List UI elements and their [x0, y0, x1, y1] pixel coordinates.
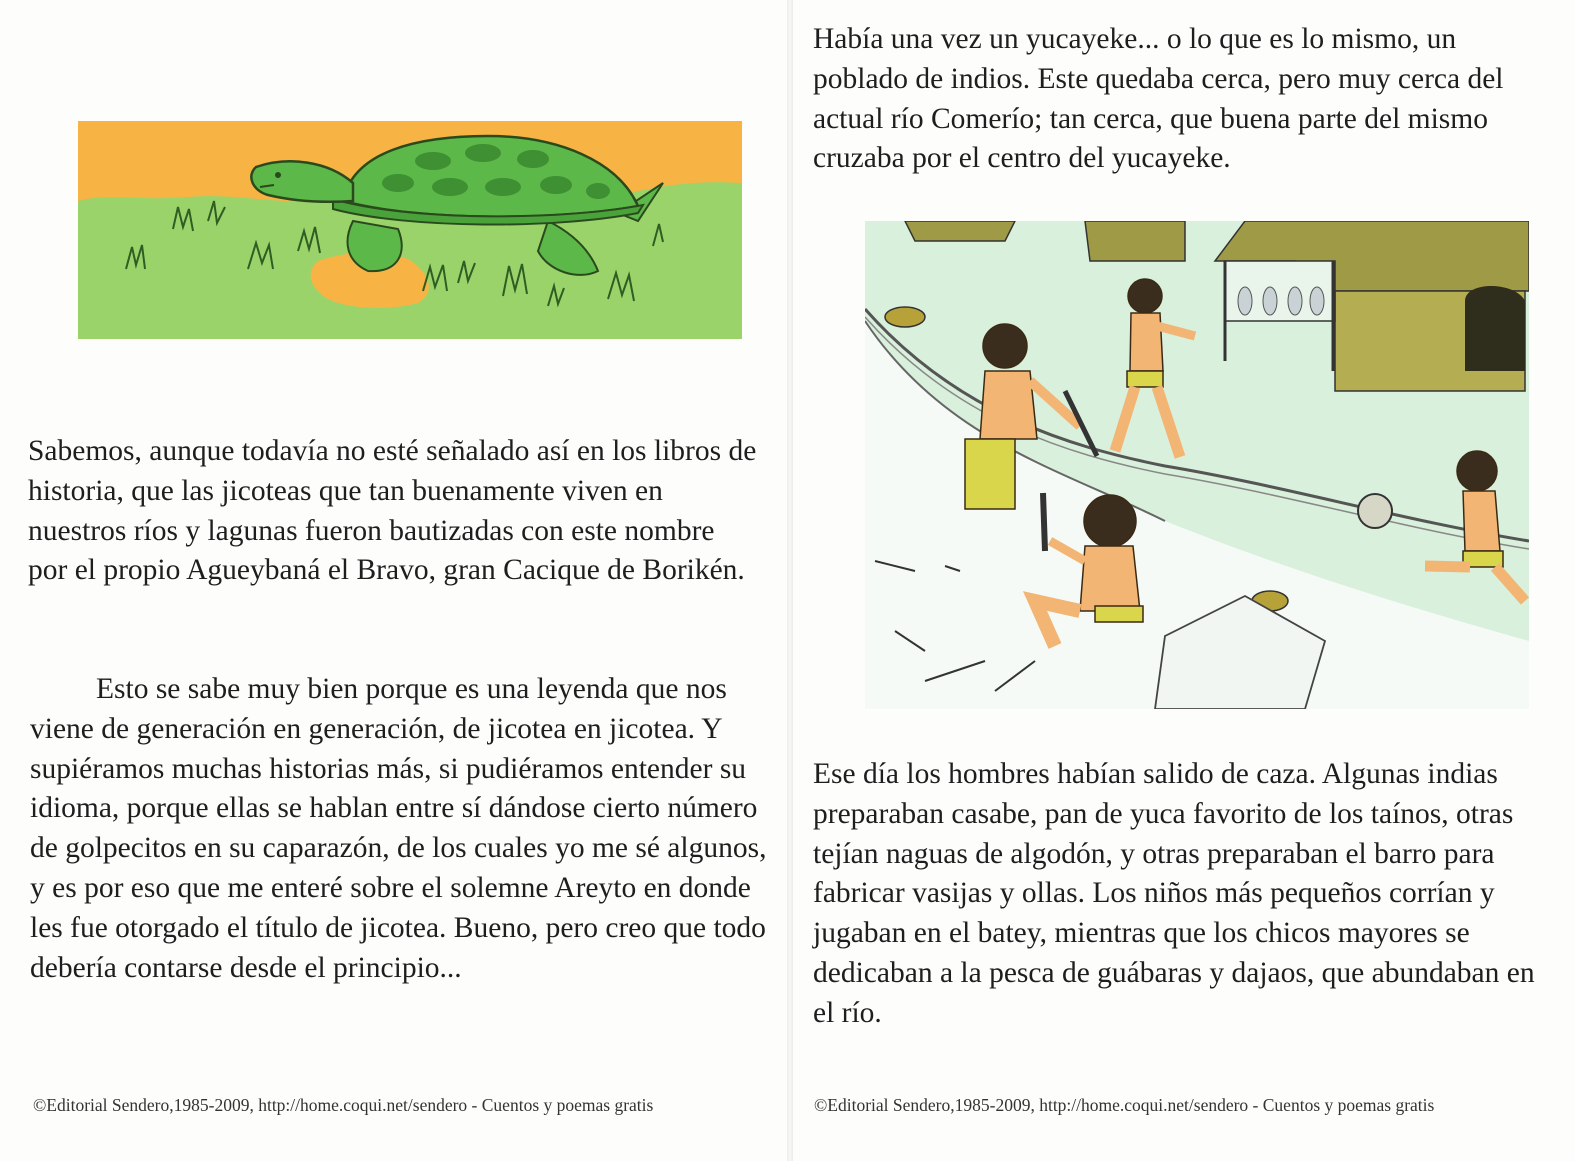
- village-illustration: [865, 221, 1529, 709]
- left-paragraph-1: Sabemos, aunque todavía no esté señalado así en los libros de historia, que las jicoteas que tan buenamente viven en nuestros ríos y lagunas fueron bautizadas con este nombre por el propio Agueybaná el Bravo, gran Cacique de Borikén.: [28, 435, 757, 587]
- turtle-illustration: [78, 121, 742, 339]
- right-paragraph-1: Había una vez un yucayeke... o lo que es lo mismo, un poblado de indios. Este quedaba cerca, pero muy cerca del actual río Comerío; tan cerca, que buena parte del mismo cruzaba por el centro del yucayeke.: [813, 23, 1504, 175]
- left-paragraph-2: Esto se sabe muy bien porque es una leyenda que nos viene de generación en generación, de jicotea en jicotea. Y supiéramos muchas historias más, si pudiéramos entender su idioma, porque ellas se hablan entre sí dándose cierto número de golpecitos en su caparazón, de los cuales yo me sé algunos, y es por eso que me enteré sobre el solemne Areyto en donde les fue otorgado el título de jicotea. Bueno, pero creo que todo debería contarse desde el principio...: [30, 673, 767, 984]
- right-paragraph-2: Ese día los hombres habían salido de caza. Algunas indias preparaban casabe, pan de yuca favorito de los taínos, otras tejían naguas de algodón, y otras preparaban el barro para fabricar vasijas y ollas. Los niños más pequeños corrían y jugaban en el batey, mientras que los chicos mayores se dedicaban a la pesca de guábaras y dajaos, que abundaban en el río.: [813, 758, 1535, 1029]
- right-page: [790, 0, 1575, 1161]
- right-footer: ©Editorial Sendero,1985-2009, http://home.coqui.net/sendero - Cuentos y poemas gratis: [814, 1095, 1435, 1115]
- left-footer: ©Editorial Sendero,1985-2009, http://home.coqui.net/sendero - Cuentos y poemas gratis: [33, 1095, 654, 1115]
